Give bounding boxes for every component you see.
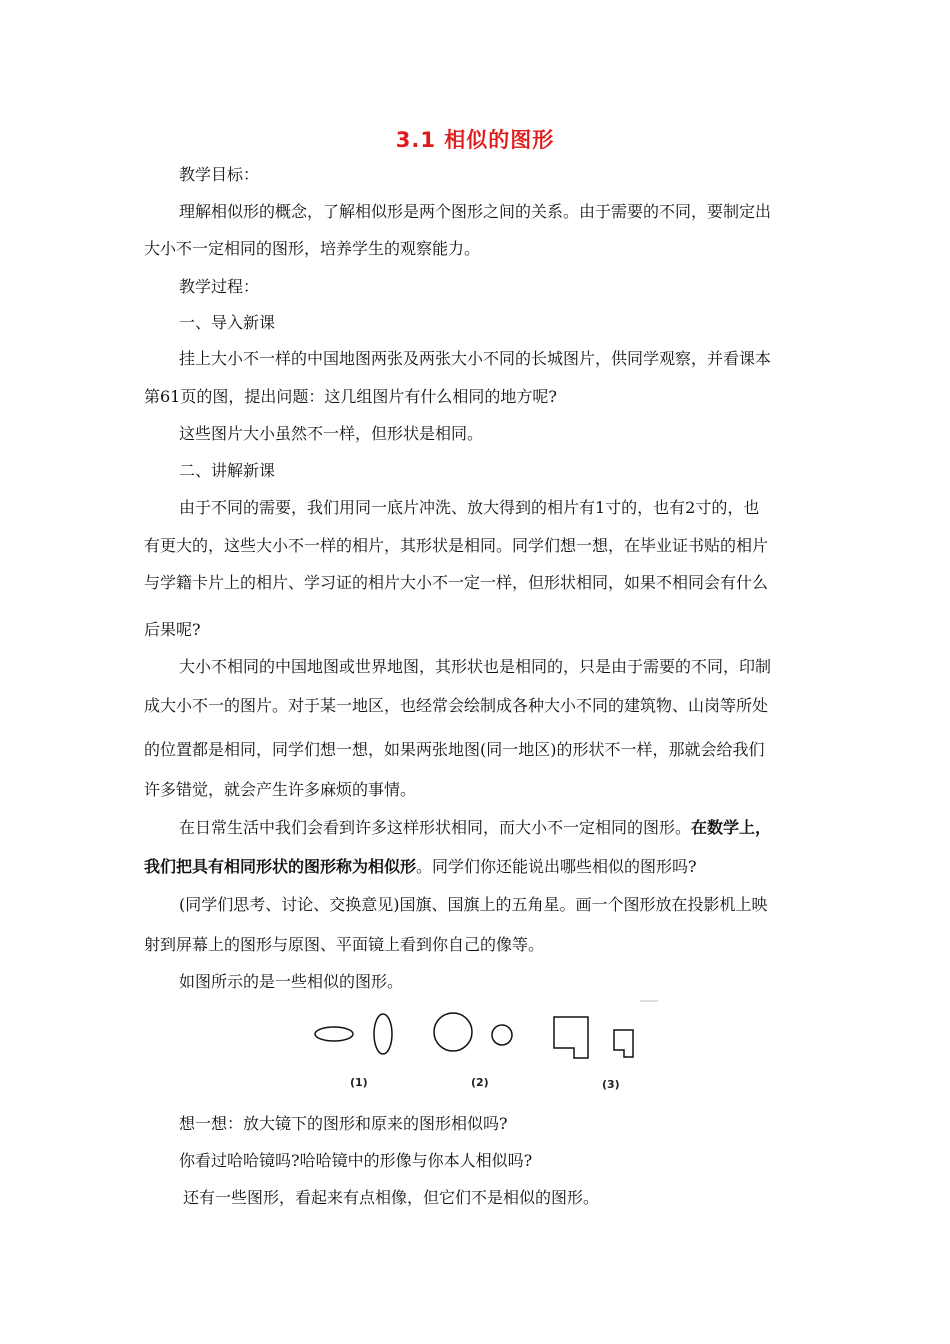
plain-text: 。同学们你还能说出哪些相似的图形吗? <box>416 857 697 876</box>
paragraph-line: 成大小不一的图片。对于某一地区，也经常会绘制成各种大小不同的建筑物、山岗等所处 <box>144 696 769 715</box>
small-circle <box>492 1025 512 1045</box>
paragraph-line: (同学们思考、讨论、交换意见)国旗、国旗上的五角星。画一个图形放在投影机上映 <box>179 895 768 914</box>
plain-text: 在日常生活中我们会看到许多这样形状相同，而大小不一定相同的图形。 <box>179 818 692 837</box>
large-notched-square <box>554 1017 588 1058</box>
section-heading-new-lesson: 二、讲解新课 <box>179 461 276 480</box>
paragraph-line: 射到屏幕上的图形与原图、平面镜上看到你自己的像等。 <box>144 935 545 954</box>
large-circle <box>434 1013 472 1051</box>
paragraph-line: 大小不一定相同的图形，培养学生的观察能力。 <box>144 239 481 258</box>
section-heading-process: 教学过程： <box>179 277 260 296</box>
section-heading-objectives: 教学目标： <box>179 165 260 184</box>
page-title: 3.1 相似的图形 <box>395 128 555 152</box>
paragraph-line: 还有一些图形，看起来有点相像，但它们不是相似的图形。 <box>183 1188 600 1207</box>
horizontal-ellipse <box>315 1027 353 1041</box>
figure-label-1: (1) <box>350 1076 368 1089</box>
paragraph-line: 这些图片大小虽然不一样，但形状是相同。 <box>179 424 484 443</box>
bold-text: 在数学上， <box>691 818 772 837</box>
paragraph-line: 由于不同的需要，我们用同一底片冲洗、放大得到的相片有1寸的，也有2寸的，也 <box>179 498 760 517</box>
paragraph-line: 如图所示的是一些相似的图形。 <box>179 972 404 991</box>
paragraph-line: 许多错觉，就会产生许多麻烦的事情。 <box>144 780 417 799</box>
figure-label-3: (3) <box>602 1078 620 1091</box>
small-notched-square <box>614 1030 633 1057</box>
paragraph-line: 挂上大小不一样的中国地图两张及两张大小不同的长城图片，供同学观察，并看课本 <box>179 349 772 368</box>
paragraph-line: 与学籍卡片上的相片、学习证的相片大小不一定一样，但形状相同，如果不相同会有什么 <box>144 573 769 592</box>
paragraph-line <box>144 856 697 878</box>
paragraph-line: 第61页的图，提出问题：这几组图片有什么相同的地方呢? <box>144 387 557 406</box>
figure-label-2: (2) <box>471 1076 489 1089</box>
paragraph-line: 你看过哈哈镜吗?哈哈镜中的形像与你本人相似吗? <box>179 1151 533 1170</box>
paragraph-line <box>179 817 771 839</box>
paragraph-line: 大小不相同的中国地图或世界地图，其形状也是相同的，只是由于需要的不同，印制 <box>179 657 772 676</box>
vertical-ellipse <box>374 1014 392 1054</box>
similar-shapes-figure <box>300 1000 660 1095</box>
paragraph-line: 后果呢? <box>144 620 201 639</box>
section-heading-intro: 一、导入新课 <box>179 313 276 332</box>
paragraph-line: 的位置都是相同，同学们想一想，如果两张地图(同一地区)的形状不一样，那就会给我们 <box>144 740 765 759</box>
paragraph-line: 有更大的，这些大小不一样的相片，其形状是相同。同学们想一想，在毕业证书贴的相片 <box>144 536 769 555</box>
definition-text: 我们把具有相同形状的图形称为相似形 <box>144 857 417 876</box>
paragraph-line: 理解相似形的概念，了解相似形是两个图形之间的关系。由于需要的不同，要制定出 <box>179 202 772 221</box>
paragraph-line: 想一想：放大镜下的图形和原来的图形相似吗? <box>179 1114 508 1133</box>
